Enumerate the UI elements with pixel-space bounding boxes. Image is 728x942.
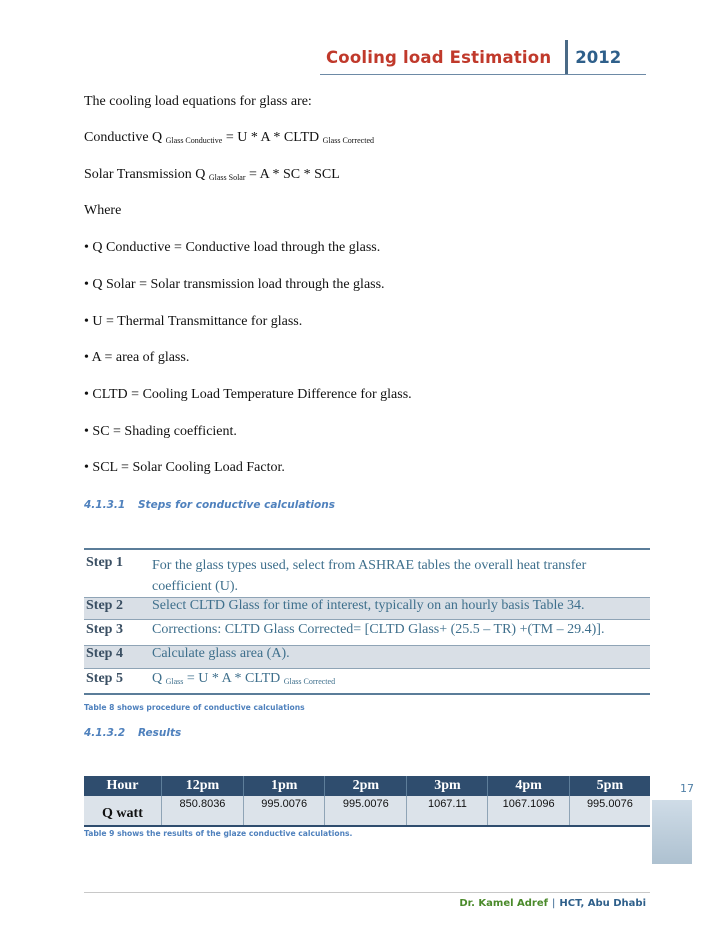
table-cell: 1067.11 (407, 796, 488, 826)
header-title: Cooling load Estimation (326, 47, 552, 67)
eq-body: = U * A * CLTD (183, 671, 281, 686)
table-caption: Table 9 shows the results of the glaze conductive calculations. (84, 829, 353, 838)
where-text: Where (84, 203, 122, 218)
step-label: Step 1 (84, 549, 152, 598)
table-cell: 850.8036 (161, 796, 243, 826)
bullet-item: • Q Conductive = Conductive load through the glass. (84, 240, 381, 255)
column-header: Hour (84, 776, 161, 796)
step-text: Select CLTD Glass for time of interest, typically on an hourly basis Table 34. (152, 598, 650, 620)
row-label: Q watt (84, 796, 161, 826)
table-row (84, 620, 650, 646)
column-header: 5pm (569, 776, 650, 796)
table-row (84, 669, 650, 695)
step-text: Calculate glass area (A). (152, 646, 650, 669)
step-label: Step 2 (84, 598, 152, 620)
column-header: 2pm (325, 776, 407, 796)
bullet-item: • SC = Shading coefficient. (84, 424, 237, 439)
column-header: 12pm (161, 776, 243, 796)
eq-subscript: Glass (165, 677, 184, 686)
step-text (152, 549, 650, 598)
table-cell: 995.0076 (244, 796, 325, 826)
table-cell: 995.0076 (569, 796, 650, 826)
steps-table (84, 548, 650, 695)
footer-separator: | (551, 898, 556, 909)
header-divider (565, 40, 568, 74)
eq-body: = U * A * CLTD (222, 130, 320, 145)
eq-label: Conductive Q (84, 130, 163, 145)
section-title: Results (138, 727, 182, 739)
bullet-item: • SCL = Solar Cooling Load Factor. (84, 460, 285, 475)
section-number: 4.1.3.1 (84, 499, 126, 511)
footer-author: Dr. Kamel Adref (459, 898, 548, 909)
step-text-line: For the glass types used, select from ASHRAE tables the overall heat transfer (152, 558, 587, 573)
section-heading-steps (84, 499, 335, 511)
bullet-item: • U = Thermal Transmittance for glass. (84, 314, 303, 329)
eq-label: Q (152, 671, 163, 686)
eq-subscript: Glass Corrected (322, 136, 374, 145)
footer (459, 898, 646, 909)
step-label: Step 4 (84, 646, 152, 669)
step-text (152, 669, 650, 695)
section-title: Steps for conductive calculations (138, 499, 335, 511)
step-text: Corrections: CLTD Glass Corrected= [CLTD Glass+ (25.5 – TR) +(TM – 29.4)]. (152, 622, 605, 637)
table-row (84, 646, 650, 669)
step-label: Step 3 (86, 622, 123, 637)
footer-rule (84, 892, 650, 893)
table-row (84, 598, 650, 620)
header-year: 2012 (575, 47, 622, 67)
bullet-item: • CLTD = Cooling Load Temperature Difference for glass. (84, 387, 412, 402)
step-label: Step 5 (84, 669, 152, 695)
table-cell: 1067.1096 (488, 796, 569, 826)
eq-label: Solar Transmission Q (84, 167, 206, 182)
intro-text: The cooling load equations for glass are: (84, 94, 312, 109)
section-heading-results (84, 727, 181, 739)
column-header: 3pm (407, 776, 488, 796)
column-header: 1pm (244, 776, 325, 796)
results-table (84, 776, 650, 827)
table-row (84, 796, 650, 826)
equation-solar (84, 167, 340, 183)
table-header-row (84, 776, 650, 796)
section-number: 4.1.3.2 (84, 727, 126, 739)
eq-subscript: Glass Corrected (283, 677, 336, 686)
page-tab-icon (652, 800, 692, 864)
table-caption: Table 8 shows procedure of conductive calculations (84, 703, 305, 712)
table-cell: 995.0076 (325, 796, 407, 826)
running-header (326, 40, 621, 74)
bullet-item: • Q Solar = Solar transmission load through the glass. (84, 277, 385, 292)
footer-org: HCT, Abu Dhabi (559, 898, 646, 909)
table-row (84, 549, 650, 598)
eq-subscript: Glass Solar (208, 173, 246, 182)
eq-subscript: Glass Conductive (165, 136, 223, 145)
eq-body: = A * SC * SCL (245, 167, 340, 182)
equation-conductive (84, 130, 374, 146)
column-header: 4pm (488, 776, 569, 796)
header-rule (320, 74, 646, 75)
step-text-line: coefficient (U). (152, 579, 239, 594)
bullet-item: • A = area of glass. (84, 350, 190, 365)
page-number: 17 (680, 782, 694, 795)
